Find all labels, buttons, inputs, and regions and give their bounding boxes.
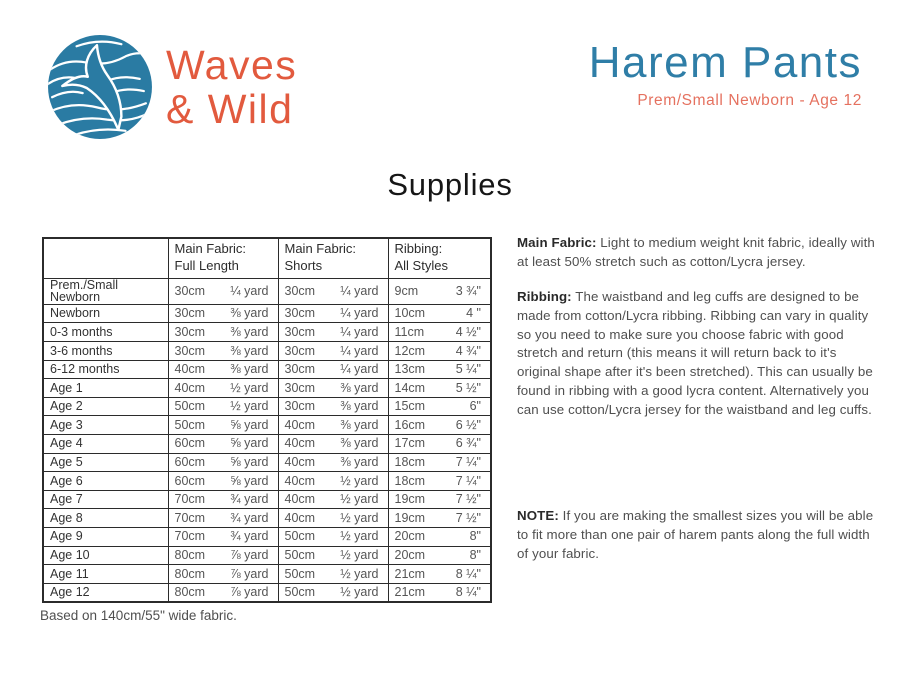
table-row — [43, 360, 491, 379]
metric-value: 30cm — [284, 306, 316, 321]
header-line: Main Fabric: — [174, 241, 247, 256]
imperial-value: ⅞ yard — [230, 585, 269, 600]
ribbing-note — [517, 288, 879, 420]
imperial-value: 6 ¾" — [455, 436, 481, 451]
imperial-value: ¾ yard — [230, 492, 269, 507]
size-cell: Age 12 — [43, 583, 168, 602]
imperial-value: ⅜ yard — [230, 306, 269, 321]
table-header — [43, 238, 491, 278]
table-row — [43, 490, 491, 509]
imperial-value: ⅜ yard — [340, 455, 379, 470]
table-row — [43, 341, 491, 360]
metric-value: 30cm — [284, 380, 316, 395]
imperial-value: 5 ¼" — [455, 362, 481, 377]
imperial-value: ½ yard — [340, 585, 379, 600]
brand-logo — [46, 33, 297, 141]
fabric-width-note: Based on 140cm/55" wide fabric. — [40, 608, 237, 623]
size-cell: Age 2 — [43, 397, 168, 416]
imperial-value: ½ yard — [230, 380, 269, 395]
imperial-value: ⅜ yard — [340, 380, 379, 395]
imperial-value: ¼ yard — [230, 284, 269, 299]
header-line: Full Length — [174, 257, 239, 273]
imperial-value: 8" — [469, 529, 481, 544]
header-row — [43, 238, 491, 278]
metric-value: 30cm — [284, 343, 316, 358]
metric-value: 20cm — [394, 529, 426, 544]
table-row — [43, 472, 491, 491]
metric-value: 30cm — [284, 362, 316, 377]
metric-value: 40cm — [284, 473, 316, 488]
value-cell — [168, 453, 278, 472]
metric-value: 20cm — [394, 548, 426, 563]
metric-value: 40cm — [284, 510, 316, 525]
value-cell — [388, 472, 491, 491]
header-line: Ribbing: — [394, 241, 443, 256]
header-line: Shorts — [284, 257, 323, 273]
imperial-value: ¼ yard — [340, 306, 379, 321]
imperial-value: 6 ½" — [455, 417, 481, 432]
metric-value: 30cm — [174, 284, 206, 299]
imperial-value: ¾ yard — [230, 510, 269, 525]
size-cell: Age 6 — [43, 472, 168, 491]
note-text: If you are making the smallest sizes you will be able to fit more than one pair of harem pants along the full width of your fabric. — [517, 508, 874, 561]
header-main-fabric-full — [168, 238, 278, 278]
value-cell — [168, 527, 278, 546]
size-cell: Age 4 — [43, 434, 168, 453]
size-cell: Newborn — [43, 304, 168, 323]
supplies-table — [42, 237, 492, 603]
size-cell: Prem./Small Newborn — [43, 278, 168, 304]
header-size — [43, 238, 168, 278]
value-cell — [278, 304, 388, 323]
imperial-value: ⅝ yard — [230, 417, 269, 432]
value-cell — [168, 397, 278, 416]
metric-value: 21cm — [394, 566, 426, 581]
table-row — [43, 434, 491, 453]
metric-value: 80cm — [174, 548, 206, 563]
imperial-value: ½ yard — [340, 566, 379, 581]
table-row — [43, 379, 491, 398]
metric-value: 30cm — [174, 343, 206, 358]
imperial-value: 3 ¾" — [455, 284, 481, 299]
value-cell — [388, 360, 491, 379]
metric-value: 60cm — [174, 436, 206, 451]
metric-value: 18cm — [394, 455, 426, 470]
metric-value: 30cm — [174, 324, 206, 339]
imperial-value: ½ yard — [340, 510, 379, 525]
metric-value: 17cm — [394, 436, 426, 451]
value-cell — [388, 278, 491, 304]
imperial-value: ⅞ yard — [230, 548, 269, 563]
value-cell — [388, 341, 491, 360]
value-cell — [278, 583, 388, 602]
size-cell: Age 3 — [43, 416, 168, 435]
metric-value: 80cm — [174, 566, 206, 581]
value-cell — [278, 397, 388, 416]
imperial-value: 7 ½" — [455, 510, 481, 525]
value-cell — [278, 546, 388, 565]
imperial-value: ¼ yard — [340, 362, 379, 377]
metric-value: 70cm — [174, 529, 206, 544]
imperial-value: ⅝ yard — [230, 455, 269, 470]
imperial-value: ¼ yard — [340, 343, 379, 358]
size-cell: Age 10 — [43, 546, 168, 565]
value-cell — [168, 472, 278, 491]
metric-value: 40cm — [284, 417, 316, 432]
ribbing-text: The waistband and leg cuffs are designed to be made from cotton/Lycra ribbing. Ribbing can vary in quality so you need to make sure you choose fabric with good stretch and return (this means it will return back to it's original shape after it's been stretched). This can usually be found in ribbing with a good lycra content. Alternatively you can use cotton/Lycra jersey for the waistband and leg cuffs. — [517, 288, 873, 417]
size-cell: Age 8 — [43, 509, 168, 528]
value-cell — [388, 304, 491, 323]
value-cell — [388, 416, 491, 435]
metric-value: 15cm — [394, 399, 426, 414]
imperial-value: 5 ½" — [455, 380, 481, 395]
imperial-value: 8" — [469, 548, 481, 563]
pattern-title-block — [589, 40, 862, 110]
metric-value: 30cm — [284, 399, 316, 414]
metric-value: 21cm — [394, 585, 426, 600]
table-row — [43, 323, 491, 342]
imperial-value: ⅜ yard — [340, 436, 379, 451]
value-cell — [168, 434, 278, 453]
size-cell: Age 11 — [43, 565, 168, 584]
main-fabric-text: Light to medium weight knit fabric, ideally with at least 50% stretch such as cotton/Lycra jersey. — [517, 235, 875, 269]
table-row — [43, 278, 491, 304]
value-cell — [278, 278, 388, 304]
value-cell — [278, 379, 388, 398]
imperial-value: ⅜ yard — [230, 362, 269, 377]
table-row — [43, 509, 491, 528]
imperial-value: ¼ yard — [340, 324, 379, 339]
size-cell: Age 9 — [43, 527, 168, 546]
size-cell: Age 1 — [43, 379, 168, 398]
metric-value: 18cm — [394, 473, 426, 488]
imperial-value: ⅝ yard — [230, 436, 269, 451]
table-row — [43, 304, 491, 323]
table-row — [43, 397, 491, 416]
value-cell — [168, 546, 278, 565]
imperial-value: ⅝ yard — [230, 473, 269, 488]
value-cell — [278, 416, 388, 435]
header-ribbing — [388, 238, 491, 278]
value-cell — [278, 509, 388, 528]
value-cell — [168, 416, 278, 435]
page-subtitle: Prem/Small Newborn - Age 12 — [637, 92, 862, 110]
header-line: Main Fabric: — [284, 241, 357, 256]
imperial-value: 4 ½" — [455, 324, 481, 339]
metric-value: 60cm — [174, 473, 206, 488]
value-cell — [388, 379, 491, 398]
supplies-table-body — [43, 278, 491, 602]
section-title: Supplies — [387, 167, 513, 202]
table-row — [43, 416, 491, 435]
value-cell — [278, 341, 388, 360]
metric-value: 10cm — [394, 306, 426, 321]
size-cell: Age 7 — [43, 490, 168, 509]
metric-value: 60cm — [174, 455, 206, 470]
imperial-value: ⅜ yard — [340, 399, 379, 414]
imperial-value: 6" — [469, 399, 481, 414]
metric-value: 50cm — [284, 585, 316, 600]
page-title: Harem Pants — [588, 38, 862, 87]
imperial-value: 8 ¼" — [455, 566, 481, 581]
main-fabric-label: Main Fabric: — [517, 235, 597, 250]
value-cell — [278, 453, 388, 472]
imperial-value: 7 ¼" — [455, 473, 481, 488]
value-cell — [388, 546, 491, 565]
sizing-note — [517, 507, 883, 564]
imperial-value: 7 ¼" — [455, 455, 481, 470]
table-row — [43, 565, 491, 584]
metric-value: 11cm — [394, 324, 425, 339]
imperial-value: ¾ yard — [230, 529, 269, 544]
imperial-value: ½ yard — [340, 473, 379, 488]
imperial-value: ⅜ yard — [340, 417, 379, 432]
header-line: All Styles — [394, 257, 448, 273]
metric-value: 19cm — [394, 492, 426, 507]
imperial-value: 8 ¼" — [455, 585, 481, 600]
size-cell: 0-3 months — [43, 323, 168, 342]
metric-value: 50cm — [174, 399, 206, 414]
value-cell — [168, 304, 278, 323]
imperial-value: ⅜ yard — [230, 343, 269, 358]
metric-value: 14cm — [394, 380, 426, 395]
table-row — [43, 583, 491, 602]
metric-value: 13cm — [394, 362, 426, 377]
value-cell — [388, 509, 491, 528]
value-cell — [278, 323, 388, 342]
header-main-fabric-shorts — [278, 238, 388, 278]
fabric-notes — [517, 234, 879, 420]
metric-value: 30cm — [284, 324, 316, 339]
value-cell — [168, 490, 278, 509]
metric-value: 30cm — [284, 284, 316, 299]
metric-value: 9cm — [394, 284, 419, 299]
value-cell — [388, 397, 491, 416]
imperial-value: ¼ yard — [340, 284, 379, 299]
metric-value: 19cm — [394, 510, 426, 525]
note-label: NOTE: — [517, 508, 559, 523]
brand-name — [166, 43, 297, 132]
value-cell — [388, 527, 491, 546]
imperial-value: 4 ¾" — [455, 343, 481, 358]
metric-value: 40cm — [284, 455, 316, 470]
imperial-value: 7 ½" — [455, 492, 481, 507]
value-cell — [278, 360, 388, 379]
size-cell: 6-12 months — [43, 360, 168, 379]
value-cell — [388, 453, 491, 472]
value-cell — [388, 490, 491, 509]
metric-value: 30cm — [174, 306, 206, 321]
table-row — [43, 527, 491, 546]
metric-value: 40cm — [284, 492, 316, 507]
value-cell — [278, 527, 388, 546]
value-cell — [168, 509, 278, 528]
metric-value: 80cm — [174, 585, 206, 600]
value-cell — [388, 565, 491, 584]
imperial-value: ½ yard — [230, 399, 269, 414]
metric-value: 50cm — [174, 417, 206, 432]
whale-tail-icon — [46, 33, 154, 141]
metric-value: 40cm — [284, 436, 316, 451]
size-cell: Age 5 — [43, 453, 168, 472]
value-cell — [388, 434, 491, 453]
value-cell — [168, 583, 278, 602]
imperial-value: ⅞ yard — [230, 566, 269, 581]
metric-value: 70cm — [174, 510, 206, 525]
value-cell — [168, 565, 278, 584]
metric-value: 50cm — [284, 566, 316, 581]
value-cell — [278, 490, 388, 509]
imperial-value: ½ yard — [340, 492, 379, 507]
value-cell — [278, 472, 388, 491]
value-cell — [278, 434, 388, 453]
value-cell — [168, 323, 278, 342]
metric-value: 40cm — [174, 362, 206, 377]
main-fabric-note — [517, 234, 879, 272]
table-row — [43, 453, 491, 472]
ribbing-label: Ribbing: — [517, 288, 572, 304]
value-cell — [388, 323, 491, 342]
value-cell — [168, 341, 278, 360]
metric-value: 50cm — [284, 529, 316, 544]
imperial-value: ½ yard — [340, 548, 379, 563]
value-cell — [278, 565, 388, 584]
brand-name-line1: Waves — [166, 42, 298, 88]
value-cell — [168, 379, 278, 398]
metric-value: 40cm — [174, 380, 206, 395]
imperial-value: 4 " — [466, 306, 481, 321]
brand-name-line2: & Wild — [166, 86, 294, 133]
value-cell — [168, 360, 278, 379]
metric-value: 70cm — [174, 492, 206, 507]
metric-value: 50cm — [284, 548, 316, 563]
metric-value: 12cm — [394, 343, 426, 358]
value-cell — [168, 278, 278, 304]
imperial-value: ⅜ yard — [230, 324, 269, 339]
size-cell: 3-6 months — [43, 341, 168, 360]
metric-value: 16cm — [394, 417, 426, 432]
table-row — [43, 546, 491, 565]
imperial-value: ½ yard — [340, 529, 379, 544]
value-cell — [388, 583, 491, 602]
